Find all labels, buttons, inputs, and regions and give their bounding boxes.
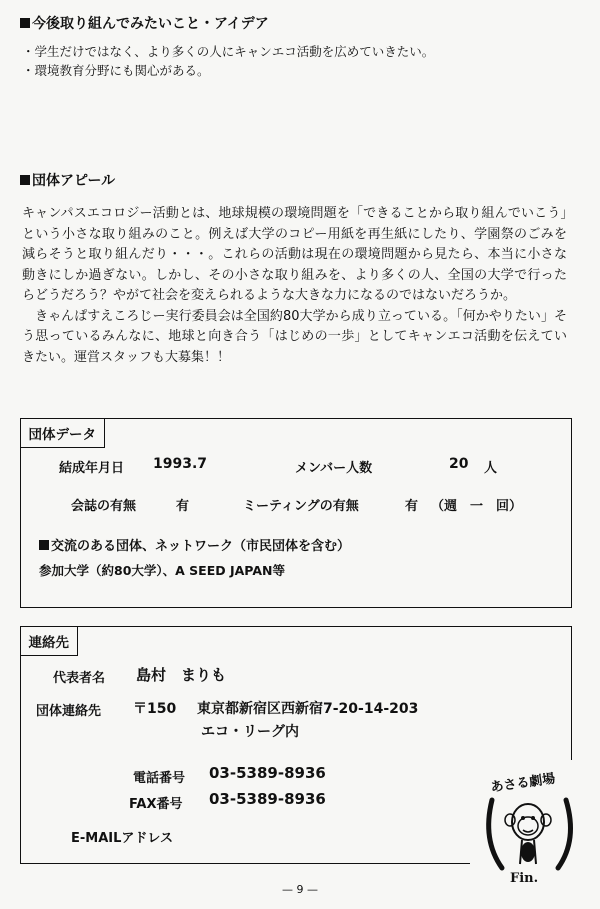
email-label: E-MAILアドレス: [71, 831, 174, 846]
square-bullet-icon: [20, 175, 30, 185]
list-item: ・学生だけではなく、より多くの人にキャンエコ活動を広めていきたい。: [22, 44, 435, 59]
address-line1: 東京都新宿区西新宿7-20-14-203: [197, 701, 419, 717]
rep-value: 島村 まりも: [136, 666, 227, 684]
meeting-value: 有: [405, 499, 419, 514]
contact-tab: 連絡先: [20, 626, 79, 656]
members-unit: 人: [484, 461, 498, 476]
square-bullet-icon: [20, 18, 30, 28]
monkey-logo-icon: [470, 760, 588, 888]
group-data-box: [20, 418, 572, 608]
network-heading-text: 交流のある団体、ネットワーク（市民団体を含む）: [51, 539, 351, 554]
appeal-heading: [20, 170, 115, 190]
appeal-paragraph: キャンパスエコロジー活動とは、地球規模の環境問題を「できることから取り組んでいこう」という小さな取り組みのこと。例えば大学のコピー用紙を再生紙にしたり、学園祭のごみを減らそうと取り組んだり・・・。これらの活動は現在の環境問題から見たら、本当に小さな動きにしか過ぎない。しかし、その小さな取り組みを、より多くの人、全国の大学で行ったらどうだろう？やがて社会を変えられるような大きな力になるのではないだろうか。: [22, 206, 567, 303]
network-value: 参加大学（約80大学）、A SEED JAPAN等: [39, 563, 285, 578]
founded-value: 1993.7: [153, 456, 208, 472]
network-heading: [39, 535, 350, 554]
square-bullet-icon: [39, 540, 49, 550]
address-label: 団体連絡先: [36, 704, 102, 719]
logo-text-top: あさる劇場: [489, 771, 557, 796]
logo-text-bottom: Fin.: [510, 871, 539, 886]
group-data-tab: 団体データ: [20, 418, 106, 448]
appeal-body: [22, 204, 567, 368]
journal-value: 有: [176, 499, 190, 514]
tel-value: 03-5389-8936: [209, 764, 326, 782]
ideas-heading: [20, 13, 269, 33]
members-value: 20: [449, 456, 469, 472]
meeting-label: ミーティングの有無: [243, 499, 359, 514]
members-label: メンバー人数: [295, 461, 373, 476]
meeting-frequency: （週 一 回）: [431, 499, 523, 514]
fax-value: 03-5389-8936: [209, 790, 326, 808]
postal-code: 〒150: [133, 701, 177, 717]
ideas-list: [22, 42, 434, 80]
ideas-heading-text: 今後取り組んでみたいこと・アイデア: [32, 16, 269, 32]
tel-label: 電話番号: [133, 771, 186, 786]
list-item: ・環境教育分野にも関心がある。: [22, 63, 210, 78]
theater-logo: [470, 760, 588, 888]
appeal-heading-text: 団体アピール: [32, 173, 116, 189]
page-number: — 9 —: [282, 883, 318, 896]
founded-label: 結成年月日: [59, 461, 125, 476]
rep-label: 代表者名: [53, 671, 106, 686]
fax-label: FAX番号: [129, 797, 183, 812]
address-line2: エコ・リーグ内: [201, 724, 299, 740]
appeal-paragraph: きゃんぱすえころじー実行委員会は全国約80大学から成り立っている。「何かやりたい」そう思っているみんなに、地球と向き合う「はじめの一歩」としてキャンエコ活動を伝えていきたい。運営スタッフも大募集！！: [22, 308, 567, 365]
journal-label: 会誌の有無: [71, 499, 137, 514]
